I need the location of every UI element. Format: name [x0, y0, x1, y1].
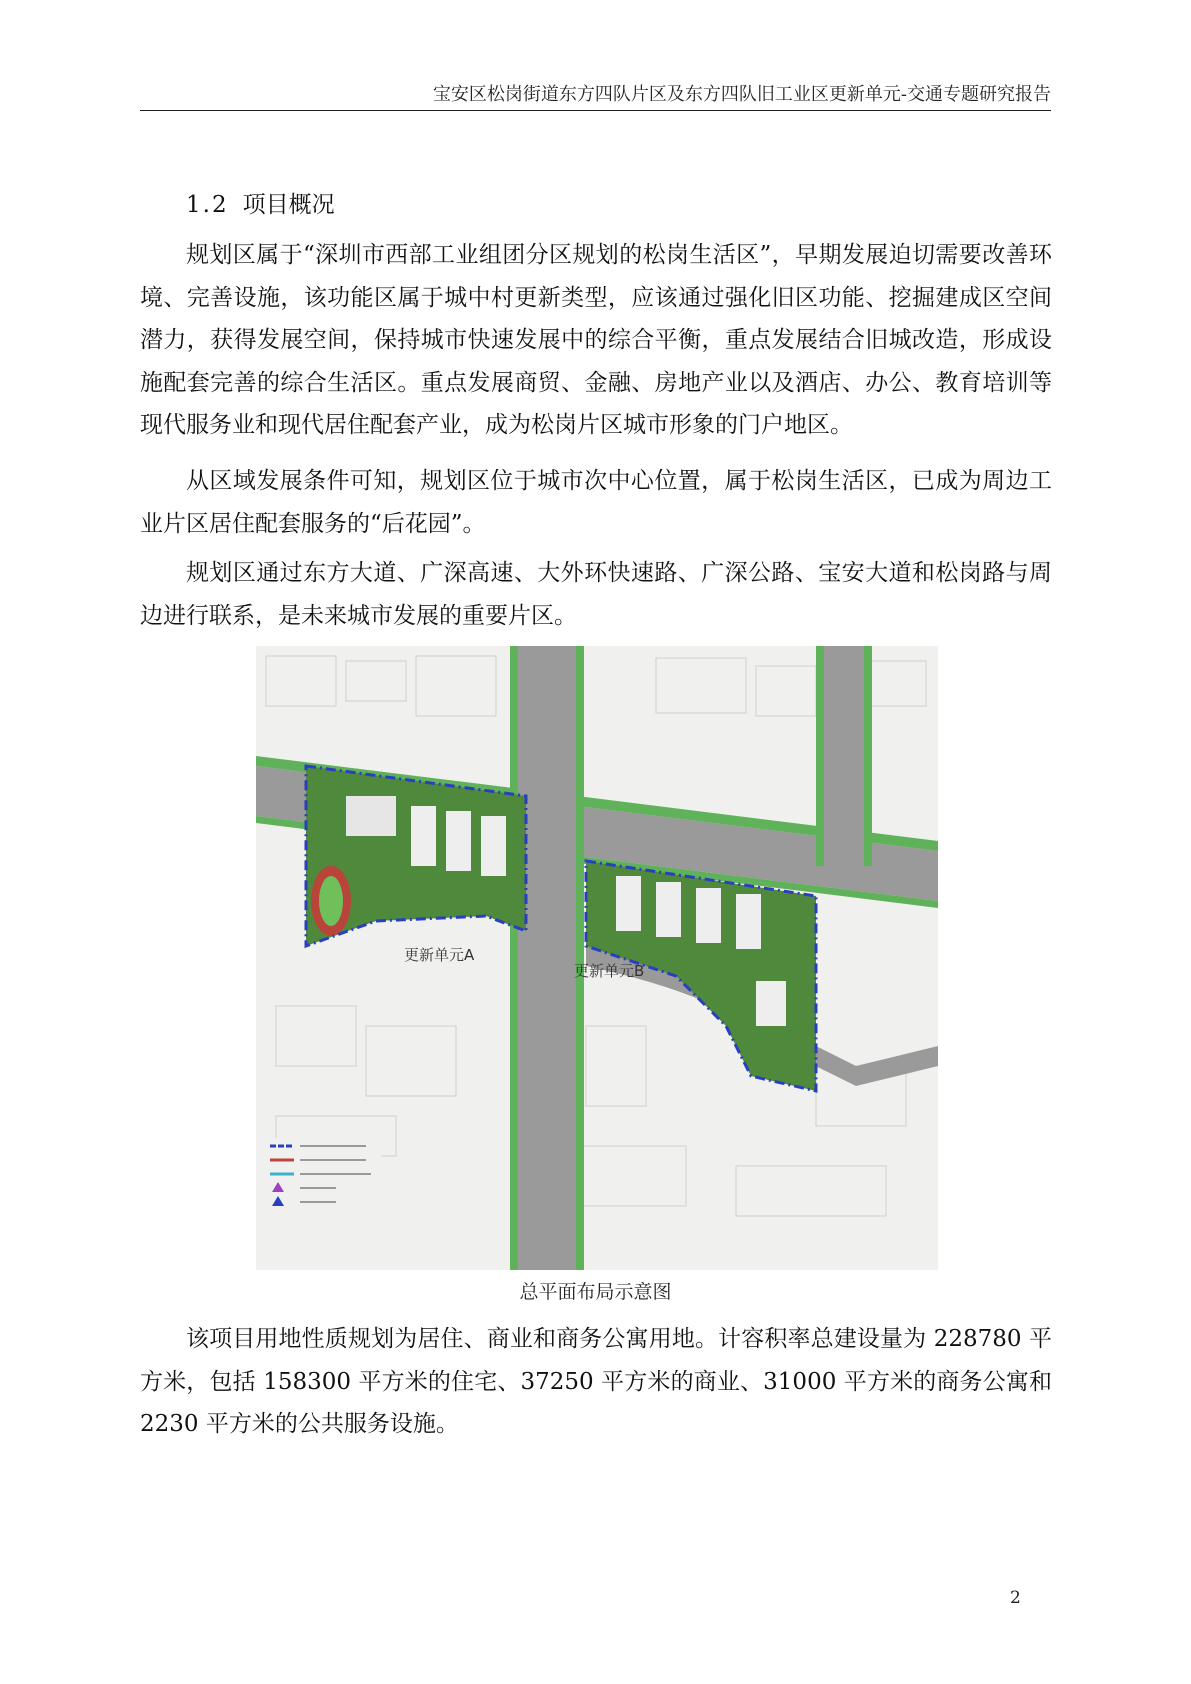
header-title: 宝安区松岗街道东方四队片区及东方四队旧工业区更新单元-交通专题研究报告	[432, 84, 1051, 105]
road-vertical-center	[518, 646, 576, 1270]
paragraph-2: 从区域发展条件可知，规划区位于城市次中心位置，属于松岗生活区，已成为周边工业片区居住配套服务的“后花园”。	[140, 468, 1052, 537]
road-vertical-right	[824, 646, 864, 866]
paragraph-1: 规划区属于“深圳市西部工业组团分区规划的松岗生活区”，早期发展迫切需要改善环境、完善设施，该功能区属于城中村更新类型，应该通过强化旧区功能、挖掘建成区空间潜力，获得发展空间，保持城市快速发展中的综合平衡，重点发展结合旧城改造，形成设施配套完善的综合生活区。重点发展商贸、金融、房地产业以及酒店、办公、教育培训等现代服务业和现代居住配套产业，成为松岗片区城市形象的门户地区。	[140, 242, 1052, 438]
label-unit-b: 更新单元B	[574, 962, 645, 980]
page-header	[140, 84, 1051, 111]
site-a-building-2	[411, 806, 436, 866]
paragraph-4: 该项目用地性质规划为居住、商业和商务公寓用地。计容积率总建设量为 228780 平方米，包括 158300 平方米的住宅、37250 平方米的商业、31000 平方米的商务公寓和 2230 平方米的公共服务设施。	[140, 1326, 1052, 1437]
legend	[266, 1138, 381, 1226]
section-title: 项目概况	[242, 192, 335, 218]
site-plan-figure	[256, 646, 938, 1270]
section-heading	[186, 186, 335, 219]
label-unit-a: 更新单元A	[404, 946, 475, 964]
section-number: 1.2	[186, 192, 229, 218]
page-number: 2	[1010, 1588, 1021, 1608]
site-b-building-1	[616, 876, 641, 931]
figure-caption: 总平面布局示意图	[519, 1281, 672, 1303]
site-a-building-1	[346, 796, 396, 836]
paragraph-3: 规划区通过东方大道、广深高速、大外环快速路、广深公路、宝安大道和松岗路与周边进行联系，是未来城市发展的重要片区。	[140, 560, 1052, 629]
